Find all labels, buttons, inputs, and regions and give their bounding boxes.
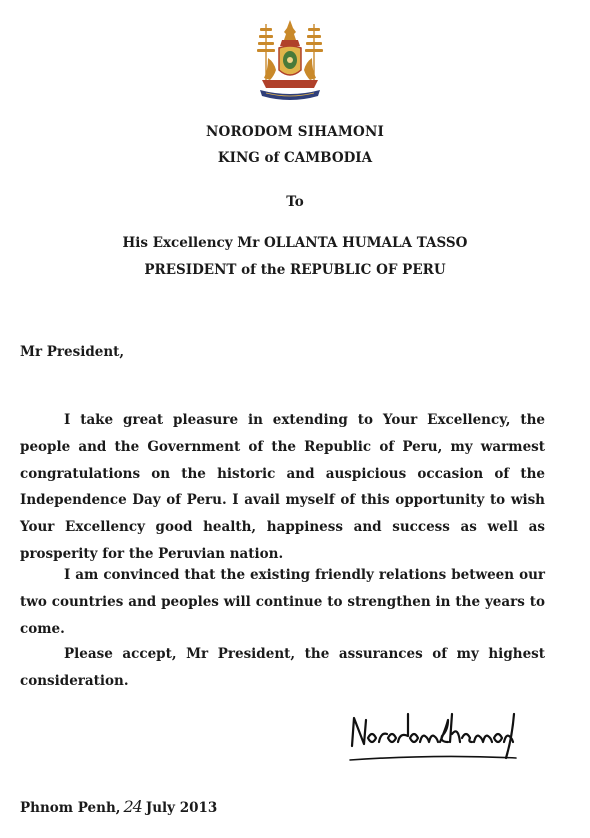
paragraph-closing: Please accept, Mr President, the assurances of my highest consideration. <box>20 646 545 689</box>
date-day-handwritten: 24 <box>123 797 142 816</box>
place-and-date <box>20 797 217 816</box>
place: Phnom Penh, <box>20 800 121 816</box>
date-month-year: July 2013 <box>145 800 218 816</box>
salutation: Mr President, <box>20 344 125 360</box>
paragraph-relations: I am convinced that the existing friendly relations between our two countries and peoples will continue to strengthen in the years to come. <box>20 567 545 637</box>
to-label: To <box>286 194 304 210</box>
recipient-title: PRESIDENT of the REPUBLIC OF PERU <box>144 262 446 278</box>
royal-coat-of-arms-icon <box>252 18 328 104</box>
recipient-name: His Excellency Mr OLLANTA HUMALA TASSO <box>122 235 468 251</box>
sender-name: NORODOM SIHAMONI <box>205 124 385 140</box>
sender-title: KING of CAMBODIA <box>217 150 373 166</box>
signature <box>346 708 522 766</box>
paragraph-congratulations: I take great pleasure in extending to Your Excellency, the people and the Government of the Republic of Peru, my warmest congratulations on the historic and auspicious occasion of the Independence Day of Peru. I avail myself of this opportunity to wish Your Excellency good health, happiness and success as well as prosperity for the Peruvian nation. <box>20 412 545 562</box>
